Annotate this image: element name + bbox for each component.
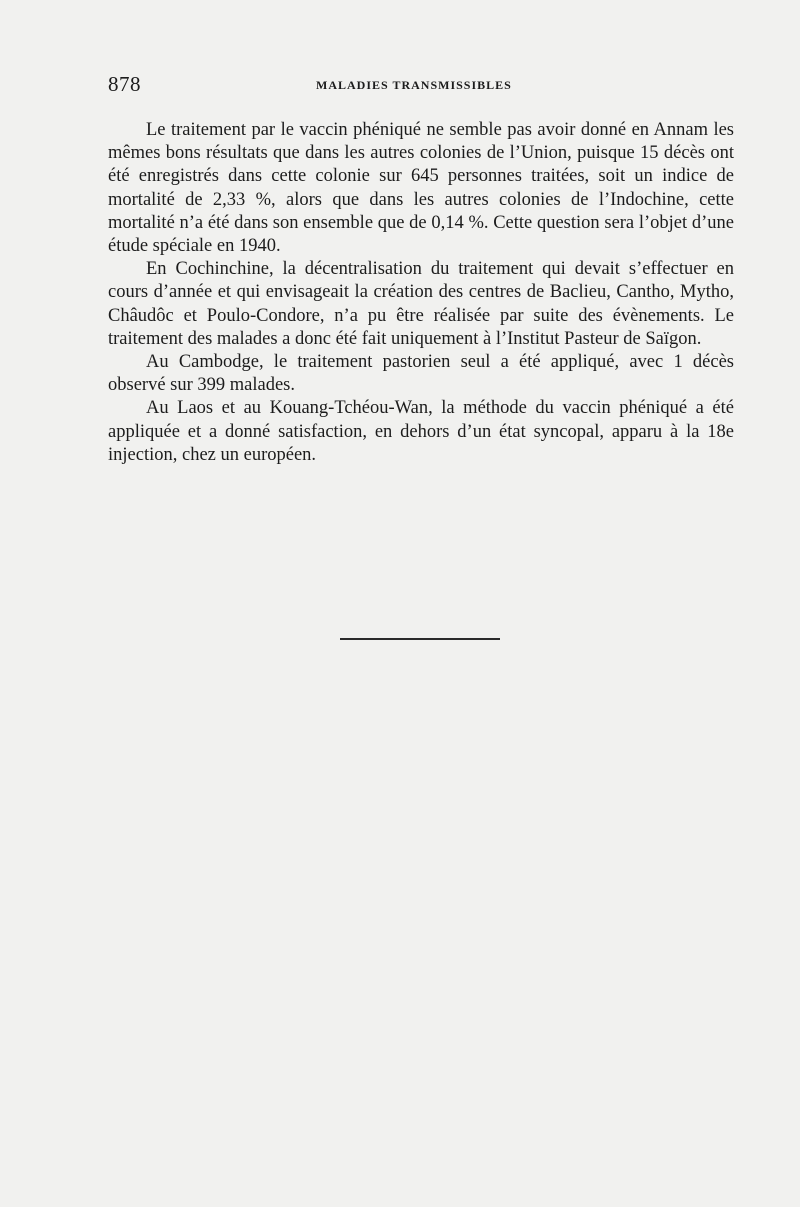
- paragraph-laos: Au Laos et au Kouang-Tchéou-Wan, la méthode du vaccin phéniqué a été appliquée et a donné satisfaction, en dehors d’un état syncopal, apparu à la 18e injection, chez un européen.: [108, 398, 734, 465]
- running-head: MALADIES TRANSMISSIBLES: [316, 78, 512, 92]
- body-text: [108, 119, 734, 467]
- paragraph-cambodge: Au Cambodge, le traitement pastorien seul a été appliqué, avec 1 décès observé sur 399 malades.: [108, 352, 734, 396]
- paragraph-annam: Le traitement par le vaccin phéniqué ne semble pas avoir donné en Annam les mêmes bons résultats que dans les autres colonies de l’Union, puisque 15 décès ont été enregistrés dans cette colonie sur 645 personnes traitées, soit un indice de mortalité de 2,33 %, alors que dans les autres colonies de l’Indochine, cette mortalité n’a été dans son ensemble que de 0,14 %. Cette question sera l’objet d’une étude spéciale en 1940.: [108, 120, 734, 257]
- page-number: 878: [108, 72, 141, 96]
- section-separator-rule: [340, 638, 500, 640]
- paragraph-cochinchine: En Cochinchine, la décentralisation du traitement qui devait s’effectuer en cours d’année et qui envisageait la création des centres de Baclieu, Cantho, Mytho, Châudôc et Poulo-Condore, n’a pu être réalisée par suite des évènements. Le traitement des malades a donc été fait uniquement à l’Institut Pasteur de Saïgon.: [108, 259, 734, 349]
